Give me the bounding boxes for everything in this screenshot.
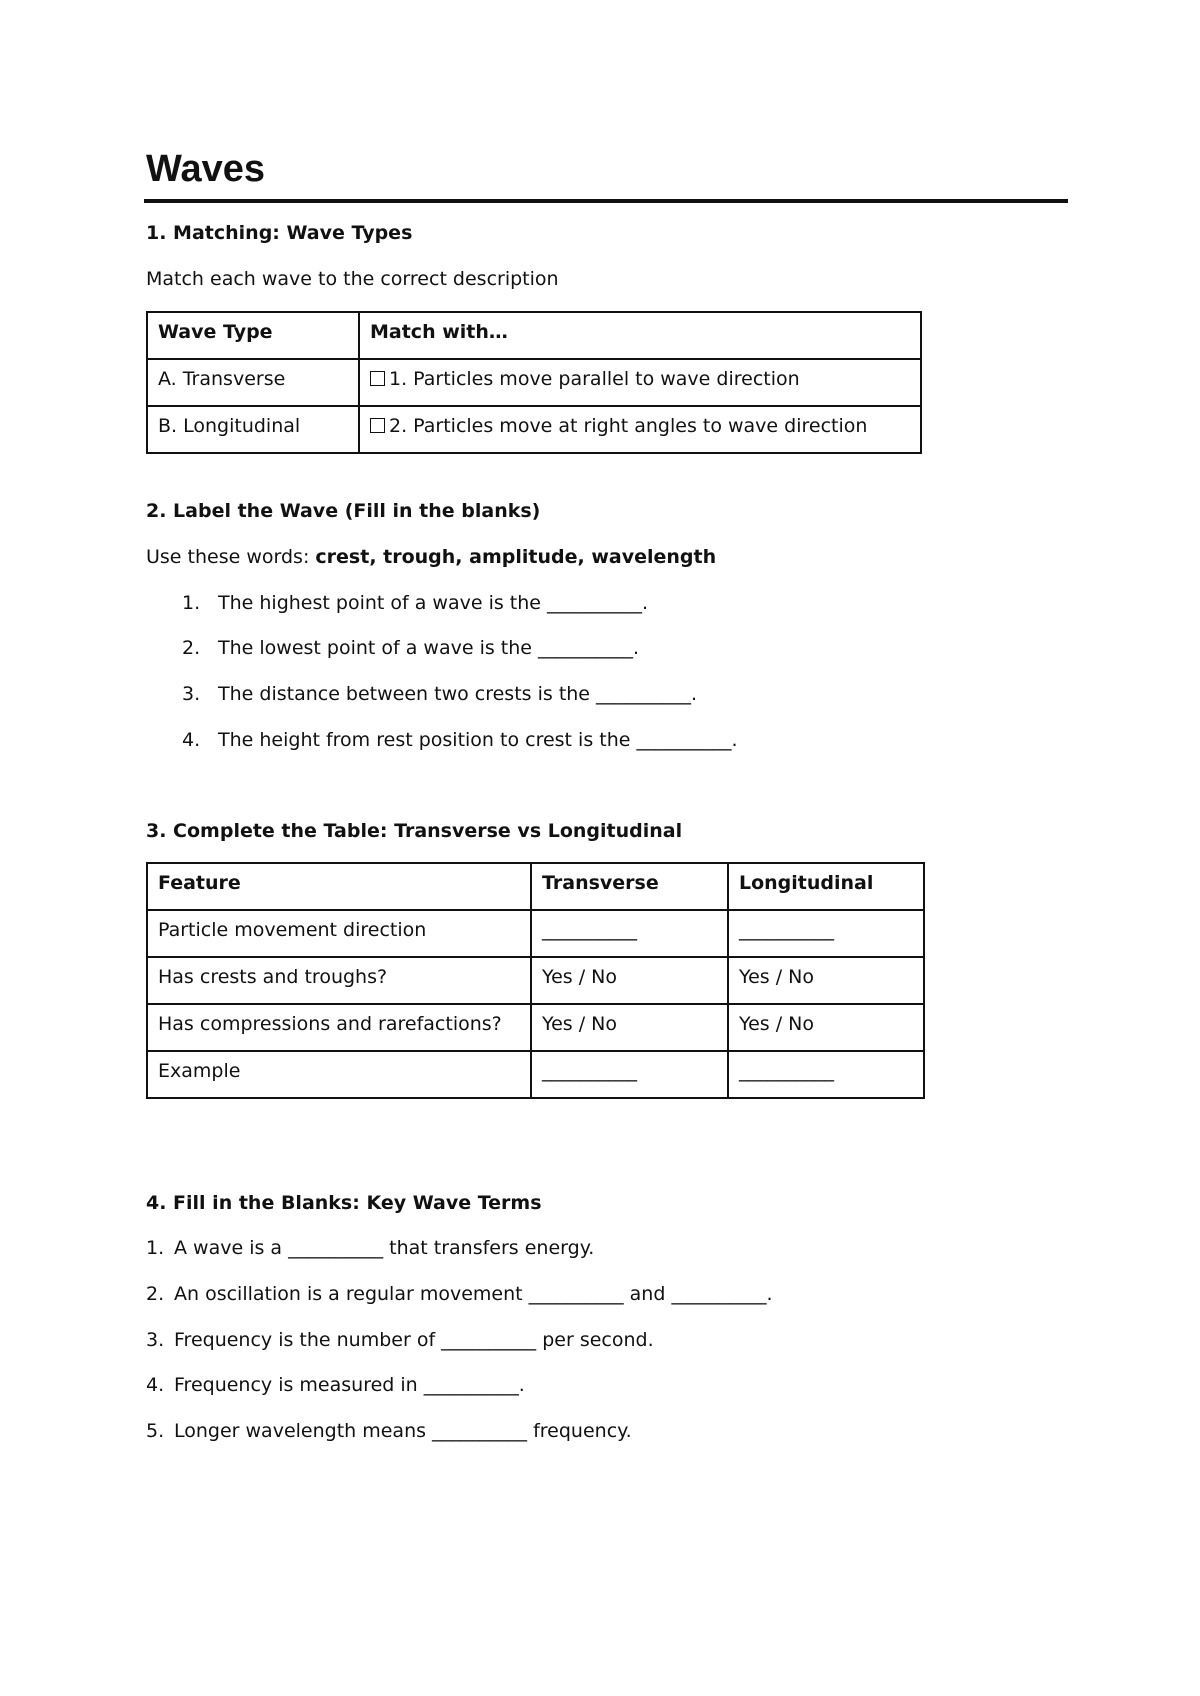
list-number: 1.	[146, 1237, 165, 1259]
checkbox[interactable]	[370, 418, 385, 433]
list-item: Longer wavelength means __________ frequency.	[174, 1420, 632, 1442]
table-header-cell: Transverse	[531, 863, 728, 910]
table-row	[147, 1051, 924, 1098]
match-description: 1. Particles move parallel to wave direction	[389, 368, 800, 390]
table-header-cell: Longitudinal	[728, 863, 924, 910]
list-number: 5.	[146, 1420, 165, 1442]
table-cell: Has compressions and rarefactions?	[147, 1004, 531, 1051]
list-number: 3.	[182, 683, 201, 705]
table-cell	[359, 359, 921, 406]
table-cell: Yes / No	[531, 1004, 728, 1051]
list-number: 4.	[182, 729, 201, 751]
table-cell: Yes / No	[728, 1004, 924, 1051]
table-header-cell: Match with…	[359, 312, 921, 359]
page-title: Waves	[146, 148, 265, 190]
table-cell: B. Longitudinal	[147, 406, 359, 453]
list-item: The distance between two crests is the __________.	[218, 683, 698, 705]
table-row	[147, 957, 924, 1004]
section-4-heading: 4. Fill in the Blanks: Key Wave Terms	[146, 1192, 542, 1214]
section-1-heading: 1. Matching: Wave Types	[146, 222, 413, 244]
match-description: 2. Particles move at right angles to wave direction	[389, 415, 868, 437]
table-row	[147, 406, 921, 453]
table-header-row	[147, 863, 924, 910]
table-header-row	[147, 312, 921, 359]
list-item: Frequency is the number of __________ per second.	[174, 1329, 654, 1351]
table-cell: Has crests and troughs?	[147, 957, 531, 1004]
list-number: 1.	[182, 592, 201, 614]
list-item: The height from rest position to crest is the __________.	[218, 729, 738, 751]
table-cell: __________	[531, 910, 728, 957]
list-number: 3.	[146, 1329, 165, 1351]
list-item: Frequency is measured in __________.	[174, 1374, 525, 1396]
table-cell: __________	[728, 1051, 924, 1098]
matching-table	[146, 311, 922, 454]
list-item: An oscillation is a regular movement __________ and __________.	[174, 1283, 773, 1305]
list-number: 2.	[182, 637, 201, 659]
list-item: The lowest point of a wave is the __________.	[218, 637, 640, 659]
table-row	[147, 1004, 924, 1051]
section-2-instruction	[146, 546, 716, 568]
comparison-table	[146, 862, 925, 1099]
table-cell: Example	[147, 1051, 531, 1098]
table-cell: Particle movement direction	[147, 910, 531, 957]
table-row	[147, 359, 921, 406]
list-number: 4.	[146, 1374, 165, 1396]
table-cell: A. Transverse	[147, 359, 359, 406]
table-row	[147, 910, 924, 957]
table-cell: __________	[531, 1051, 728, 1098]
table-cell	[359, 406, 921, 453]
list-item: The highest point of a wave is the __________.	[218, 592, 649, 614]
checkbox[interactable]	[370, 371, 385, 386]
title-divider	[144, 199, 1068, 203]
section-1-instruction: Match each wave to the correct description	[146, 268, 559, 290]
section-2-heading: 2. Label the Wave (Fill in the blanks)	[146, 500, 541, 522]
table-header-cell: Feature	[147, 863, 531, 910]
list-item: A wave is a __________ that transfers energy.	[174, 1237, 595, 1259]
section-3-heading: 3. Complete the Table: Transverse vs Longitudinal	[146, 820, 683, 842]
word-bank: crest, trough, amplitude, wavelength	[315, 546, 717, 568]
table-header-cell: Wave Type	[147, 312, 359, 359]
table-cell: Yes / No	[728, 957, 924, 1004]
table-cell: Yes / No	[531, 957, 728, 1004]
table-cell: __________	[728, 910, 924, 957]
instruction-prefix: Use these words:	[146, 546, 310, 568]
list-number: 2.	[146, 1283, 165, 1305]
